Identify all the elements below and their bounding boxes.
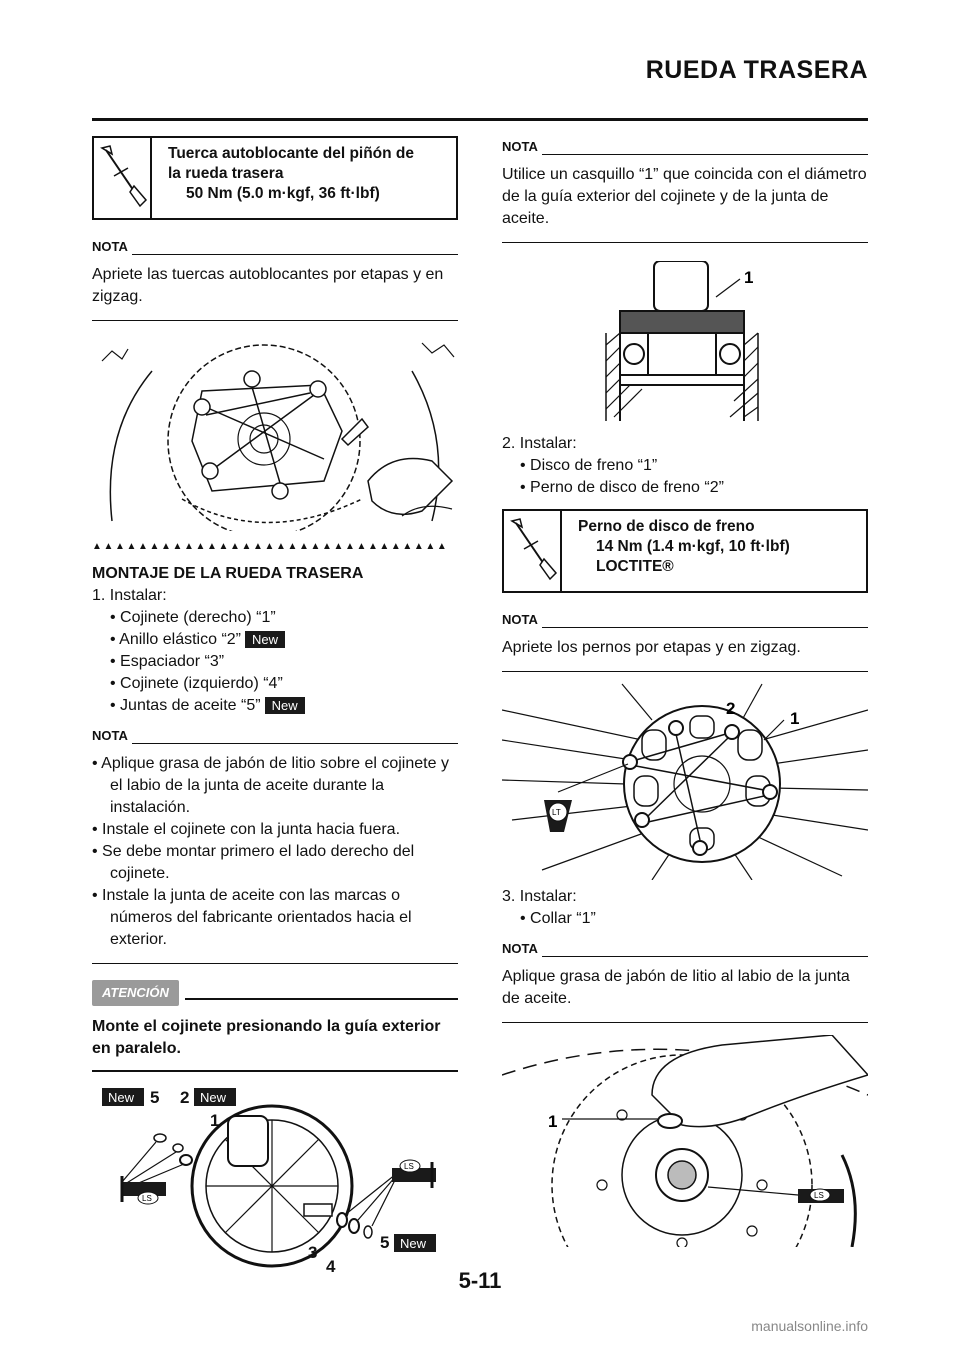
nota-label: NOTA [92,239,128,254]
nota-label: NOTA [92,728,128,743]
nota-end-rule [92,963,458,964]
callout-1: 1 [210,1111,220,1130]
step-1: 1. Instalar: [92,587,167,604]
nota-end-rule [502,671,868,672]
ls-label: LS [404,1162,414,1171]
list-item: • Instale el cojinete con la junta hacia fuera. [92,821,401,838]
new-badge: New [108,1090,135,1105]
title-rule [92,118,868,121]
torque-spec-box [502,509,868,593]
list-item: • Se debe montar primero el lado derecho del cojinete. [92,843,415,882]
nota-header [502,938,868,960]
nota-header [92,725,458,747]
left-column [92,136,458,1276]
callout-5: 5 [380,1233,390,1252]
install-list-3 [502,886,868,930]
torque-value: 14 Nm (1.4 m·kgf, 10 ft·lbf) [596,538,790,555]
collar-figure [502,1035,868,1247]
nota-text: Apriete los pernos por etapas y en zigzag. [502,639,801,656]
nota-text: Apriete las tuercas autoblocantes por etapas y en zigzag. [92,266,444,305]
torque-value: 50 Nm (5.0 m·kgf, 36 ft·lbf) [186,185,380,202]
ls-label: LS [814,1191,824,1200]
nota-header [502,136,868,158]
new-badge: New [400,1236,427,1251]
lt-label: LT [552,808,561,817]
install-list-2 [502,433,868,499]
torque-extra: LOCTITE® [596,558,674,575]
new-badge: New [245,631,285,648]
atencion-end-rule [92,1070,458,1072]
brake-disc-figure [502,680,868,880]
list-item: • Disco de freno “1” [520,457,658,474]
list-item: • Cojinete (izquierdo) “4” [110,675,283,692]
callout-3: 3 [308,1243,318,1262]
torque-spec-box [92,136,458,220]
step-2: 2. Instalar: [502,435,577,452]
section-title: MONTAJE DE LA RUEDA TRASERA [92,565,364,582]
atencion-text: Monte el cojinete presionando la guía exterior en paralelo. [92,1018,441,1057]
callout-2: 2 [180,1088,190,1107]
install-list [92,585,458,717]
list-item: • Collar “1” [520,910,596,927]
torque-name: Perno de disco de freno [578,518,755,535]
new-badge: New [265,697,305,714]
nota-header [92,236,458,258]
list-item: • Cojinete (derecho) “1” [110,609,276,626]
nota-bullets [92,753,458,951]
callout-5: 5 [150,1088,160,1107]
nota-end-rule [502,242,868,243]
page-number: 5-11 [458,1268,502,1293]
callout-2: 2 [726,699,736,718]
page-title: RUEDA TRASERA [645,56,868,84]
sprocket-figure [92,331,458,531]
callout-4: 4 [326,1257,336,1276]
list-item: • Juntas de aceite “5” New [92,695,458,717]
list-item: • Espaciador “3” [110,653,225,670]
nota-header [502,609,868,631]
wheel-assembly-figure [92,1086,458,1276]
footer-site: manualsonline.info [751,1318,868,1334]
nota-end-rule [92,320,458,321]
list-item: • Aplique grasa de jabón de litio sobre el cojinete y el labio de la junta de aceite durante la instalación. [92,755,449,816]
atencion-header [92,980,458,1006]
torque-name-1: Tuerca autoblocante del piñón de [168,145,415,162]
list-item: • Anillo elástico “2” New [92,629,458,651]
list-item: • Instale la junta de aceite con las marcas o números del fabricante orientados hacia el exterior. [92,887,412,948]
nota-text: Aplique grasa de jabón de litio al labio de la junta de aceite. [502,968,850,1007]
list-item: • Perno de disco de freno “2” [520,479,724,496]
atencion-label: ATENCIÓN [92,980,179,1006]
nota-label: NOTA [502,139,538,154]
torque-wrench-icon [504,511,562,591]
ls-label: LS [142,1194,152,1203]
nota-label: NOTA [502,941,538,956]
step-3: 3. Instalar: [502,888,577,905]
torque-name-2: la rueda trasera [168,165,284,182]
triangle-separator: ▲▲▲▲▲▲▲▲▲▲▲▲▲▲▲▲▲▲▲▲▲▲▲▲▲▲▲▲▲▲▲ [92,541,449,552]
nota-end-rule [502,1022,868,1023]
new-badge: New [200,1090,227,1105]
callout-1: 1 [744,268,754,287]
callout-1: 1 [790,709,800,728]
callout-1: 1 [548,1112,558,1131]
nota-label: NOTA [502,612,538,627]
nota-text: Utilice un casquillo “1” que coincida con el diámetro de la guía exterior del cojinete y de la junta de aceite. [502,166,867,227]
bearing-driver-figure [502,261,868,421]
torque-wrench-icon [94,138,152,218]
right-column [502,136,868,1247]
